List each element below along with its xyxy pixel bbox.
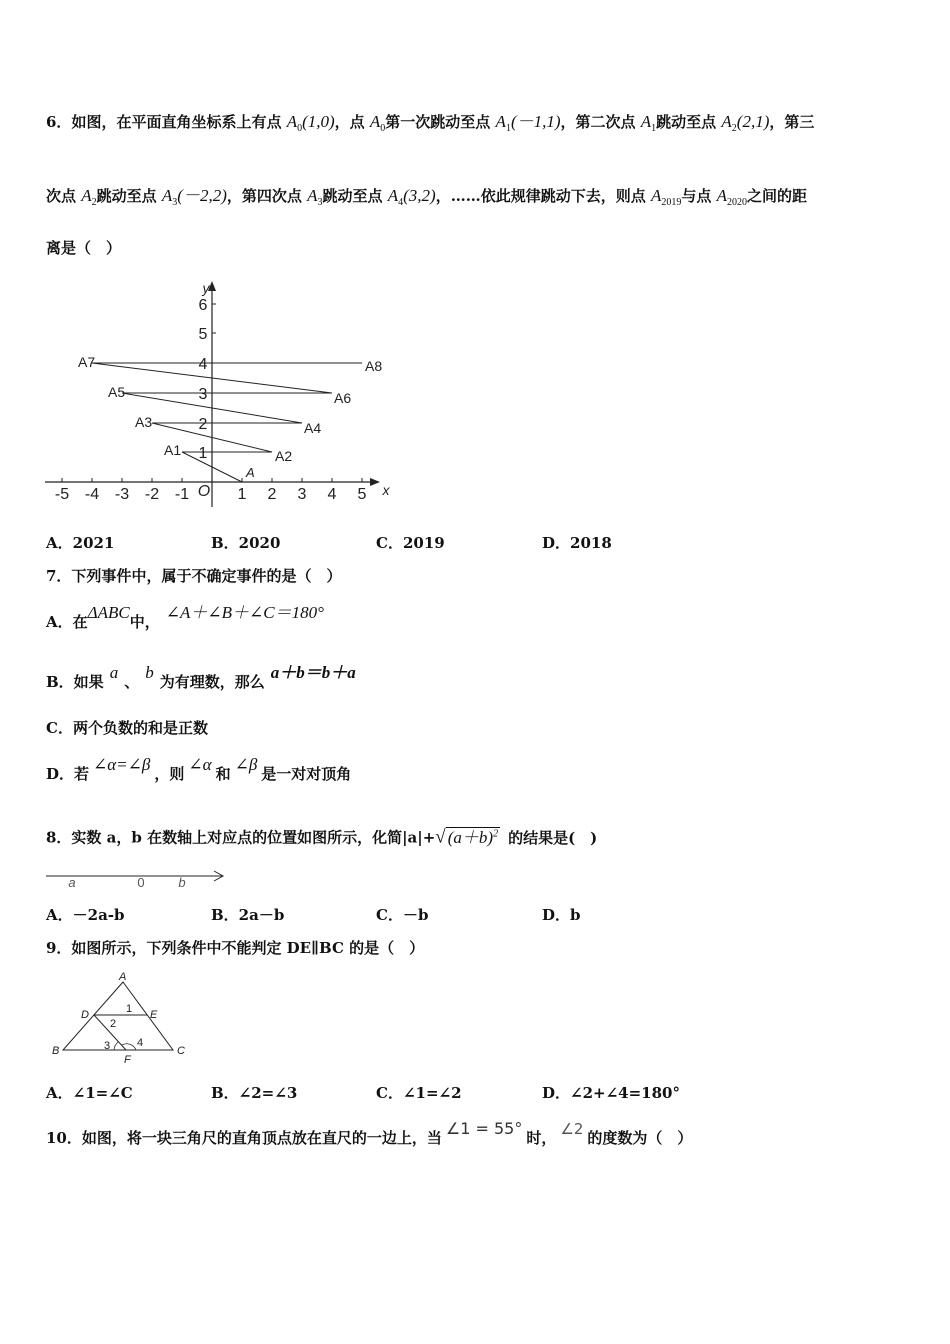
- q7-stem: 7．下列事件中，属于不确定事件的是（ ）: [46, 567, 342, 585]
- q9-stem: 9．如图所示，下列条件中不能判定 DE∥BC 的是（ ）: [46, 939, 425, 957]
- svg-text:2: 2: [110, 1018, 117, 1030]
- math-angle2: ∠2: [560, 1120, 584, 1138]
- math-alpha-eq-beta: ∠α=∠β: [93, 755, 151, 774]
- q6-line1: 6．如图，在平面直角坐标系上有点 $A_0(1,0)$，点 $A_0$第一次跳动至点 $A_1(-1,1)$，第二次点 $A_1$跳动至点 $A_2(2,1)$，第三: [46, 112, 815, 134]
- label-A1: A1: [164, 442, 182, 458]
- svg-text:4: 4: [137, 1037, 144, 1049]
- x-tick: 3: [297, 486, 307, 503]
- x-axis-arrow: [370, 478, 380, 486]
- q6-number: 6．: [46, 113, 72, 131]
- svg-text:B: B: [52, 1045, 60, 1057]
- svg-text:F: F: [124, 1054, 131, 1066]
- point-A1-ref: $A_1$: [640, 112, 657, 134]
- q10-stem: 10．如图，将一块三角尺的直角顶点放在直尺的一边上，当 ∠1 = 55° 时， ∠2 的度数为（ ）: [46, 1119, 693, 1147]
- y-tick: 5: [198, 326, 208, 343]
- q9-option-d[interactable]: D．∠2+∠4=180°: [542, 1084, 680, 1102]
- label-A7: A7: [78, 354, 96, 370]
- x-tick: -1: [174, 486, 190, 503]
- svg-text:A: A: [119, 971, 127, 983]
- q8-option-c[interactable]: C．－b: [376, 906, 429, 924]
- point-A1: $A_1(-1,1)$: [495, 112, 561, 134]
- numline-a: a: [68, 875, 76, 890]
- q6-option-b[interactable]: B．2020: [211, 534, 281, 552]
- angle-arc-4: [122, 1044, 136, 1050]
- point-A2-ref: $A_2$: [81, 186, 97, 208]
- label-A0: A: [246, 465, 255, 480]
- math-triangle-abc: ΔABC: [87, 603, 130, 622]
- point-A0-ref: $A_0$: [369, 112, 386, 134]
- angle-arc-3: [114, 1042, 118, 1050]
- y-tick: 6: [198, 297, 208, 314]
- q7-option-d[interactable]: D．若 ∠α=∠β ，则 ∠α 和 ∠β 是一对对顶角: [46, 755, 352, 783]
- q7-option-b[interactable]: B．如果 a 、 b 为有理数，那么 a＋b＝b＋a: [46, 663, 356, 691]
- label-A2: A2: [275, 448, 293, 464]
- x-tick: 5: [357, 486, 367, 503]
- label-A5: A5: [108, 384, 126, 400]
- x-tick: 1: [237, 486, 247, 503]
- label-A6: A6: [334, 390, 352, 406]
- point-A0: $A_0(1,0)$: [286, 112, 335, 134]
- sqrt-radicand: $(a+b)^2$: [447, 827, 499, 847]
- q6-option-a[interactable]: A．2021: [46, 534, 115, 552]
- math-beta: ∠β: [234, 755, 258, 774]
- label-A8: A8: [365, 358, 383, 374]
- x-axis-label: x: [382, 482, 390, 498]
- math-angle-sum: ∠A＋∠B＋∠C＝180°: [165, 603, 324, 622]
- label-A3: A3: [135, 414, 153, 430]
- y-tick: 4: [198, 356, 208, 373]
- x-tick: -4: [84, 486, 100, 503]
- x-tick: -5: [54, 486, 70, 503]
- svg-text:C: C: [177, 1045, 185, 1057]
- point-A2020: $A_{2020}$: [716, 186, 747, 208]
- q8-option-a[interactable]: A．－2a-b: [46, 906, 125, 924]
- svg-text:E: E: [150, 1009, 158, 1021]
- q7-option-c[interactable]: C．两个负数的和是正数: [46, 719, 208, 737]
- point-A3: $A_3(-2,2)$: [161, 186, 227, 208]
- q8-option-d[interactable]: D．b: [542, 906, 581, 924]
- q8-number-line: [42, 865, 232, 893]
- q6-line3: 离是（ ）: [46, 239, 122, 257]
- origin-label: O: [197, 483, 211, 500]
- math-angle1-55: ∠1 = 55°: [445, 1119, 523, 1138]
- sqrt-sign: √: [435, 826, 446, 848]
- x-tick: 2: [267, 486, 277, 503]
- q6-line2: 次点 $A_2$跳动至点 $A_3(-2,2)$，第四次点 $A_3$跳动至点 $A_4(3,2)$，……依此规律跳动下去，则点 $A_{2019}$与点 $A_{2020}$之间的距: [46, 186, 808, 208]
- numline-b: b: [178, 875, 186, 890]
- point-A3-ref: $A_3$: [307, 186, 323, 208]
- q9-option-a[interactable]: A．∠1=∠C: [46, 1084, 133, 1102]
- q7-option-a[interactable]: A．在ΔABC中， ∠A＋∠B＋∠C＝180°: [46, 603, 324, 631]
- jump-path: [92, 363, 362, 482]
- label-A4: A4: [304, 420, 322, 436]
- x-tick: -2: [144, 486, 160, 503]
- math-alpha: ∠α: [188, 755, 212, 774]
- q8-stem: 8．实数 a，b 在数轴上对应点的位置如图所示，化简|a|+√ $(a+b)^2$ 的结果是( ): [46, 826, 598, 848]
- q6-option-d[interactable]: D．2018: [542, 534, 612, 552]
- q9-option-b[interactable]: B．∠2=∠3: [211, 1084, 298, 1102]
- svg-text:3: 3: [104, 1040, 111, 1052]
- q6-coordinate-figure: [40, 275, 400, 515]
- svg-text:D: D: [81, 1009, 89, 1021]
- math-commutative: a＋b＝b＋a: [270, 663, 356, 682]
- point-A2019: $A_{2019}$: [650, 186, 682, 208]
- point-A4: $A_4(3,2)$: [387, 186, 436, 208]
- q8-option-b[interactable]: B．2a－b: [211, 906, 285, 924]
- q9-triangle-figure: [48, 970, 198, 1070]
- q6-option-c[interactable]: C．2019: [376, 534, 445, 552]
- math-a: a: [109, 663, 119, 682]
- x-tick: 4: [327, 486, 337, 503]
- math-b: b: [145, 663, 154, 682]
- q9-option-c[interactable]: C．∠1=∠2: [376, 1084, 462, 1102]
- y-axis-label: y: [202, 280, 210, 296]
- x-tick: -3: [114, 486, 130, 503]
- y-tick: 2: [198, 416, 208, 433]
- y-tick: 3: [198, 386, 208, 403]
- svg-text:1: 1: [126, 1003, 133, 1015]
- point-A2: $A_2(2,1)$: [721, 112, 770, 134]
- numline-zero: 0: [137, 875, 145, 890]
- y-tick: 1: [198, 445, 208, 462]
